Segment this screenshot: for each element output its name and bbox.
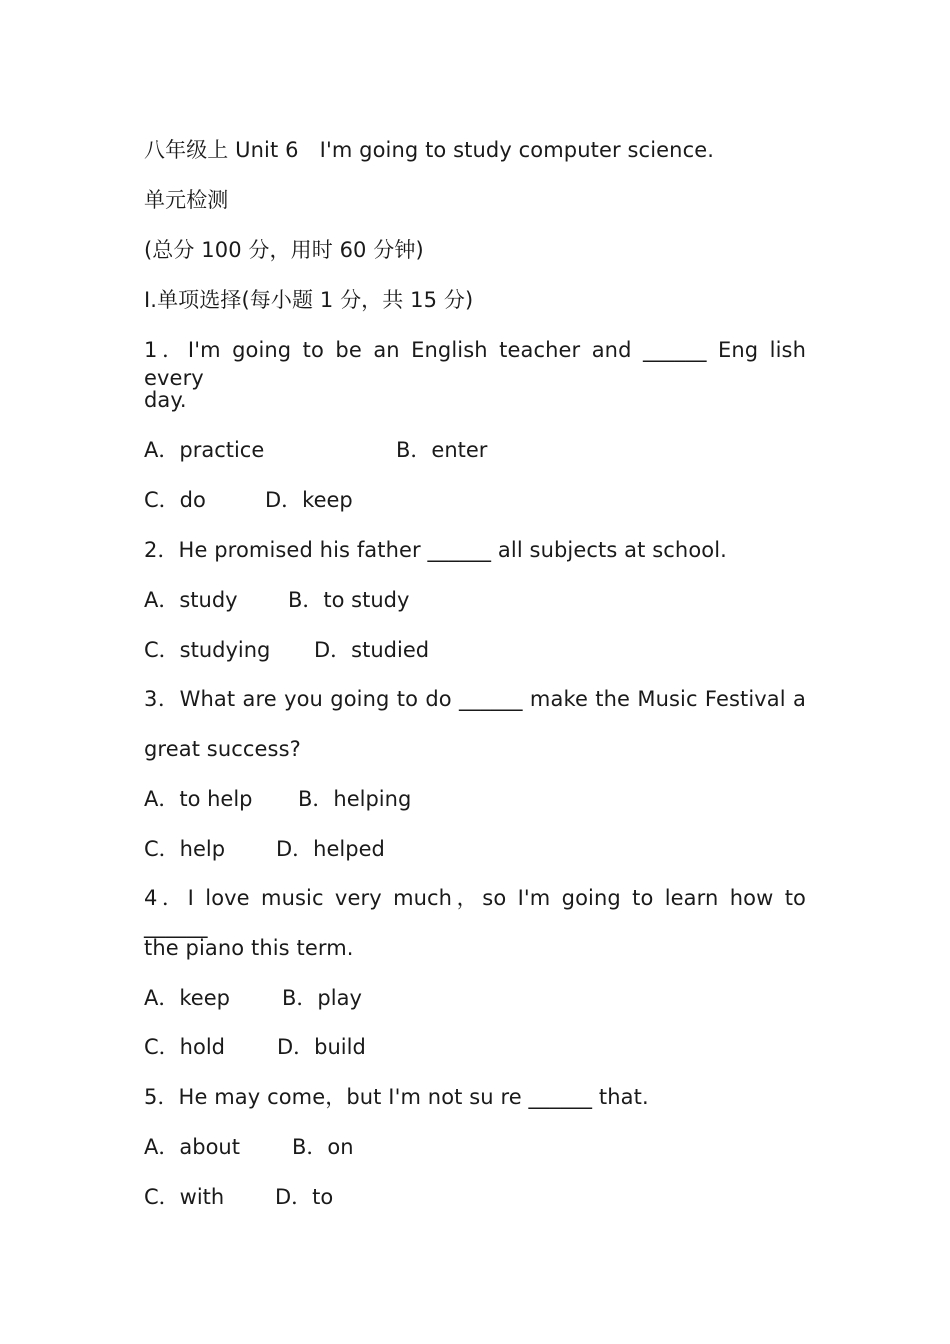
- question-1-option-a: A．practice: [144, 438, 265, 462]
- question-5-text: 5．He may come，but I'm not su re ______ that.: [144, 1085, 649, 1109]
- question-5-option-d: D．to: [275, 1185, 334, 1209]
- question-4-text: 4．I love music very much，so I'm going to learn how to ______: [144, 886, 806, 938]
- document-title: 八年级上 Unit 6 I'm going to study computer science.: [144, 138, 715, 162]
- question-3-option-c: C．help: [144, 837, 226, 861]
- question-2-option-c: C．studying: [144, 638, 271, 662]
- question-4-option-c: C．hold: [144, 1035, 225, 1059]
- question-2-text: 2．He promised his father ______ all subjects at school.: [144, 538, 727, 562]
- question-3-option-a: A．to help: [144, 787, 253, 811]
- question-2-option-d: D．studied: [314, 638, 430, 662]
- section-heading: Ⅰ.单项选择(每小题 1 分，共 15 分): [144, 288, 474, 312]
- question-1-option-d: D．keep: [265, 488, 353, 512]
- question-4-text-continued: the piano this term.: [144, 936, 354, 960]
- question-4-option-d: D．build: [277, 1035, 366, 1059]
- question-5-option-b: B．on: [292, 1135, 354, 1159]
- question-1-text-continued: day.: [144, 388, 187, 412]
- question-4-option-a: A．keep: [144, 986, 230, 1010]
- score-time-info: (总分 100 分，用时 60 分钟): [144, 238, 424, 262]
- question-3-option-d: D．helped: [276, 837, 385, 861]
- question-1-option-c: C．do: [144, 488, 206, 512]
- question-3-option-b: B．helping: [298, 787, 412, 811]
- document-subtitle: 单元检测: [144, 188, 229, 212]
- question-3-text: 3．What are you going to do ______ make the Music Festival a: [144, 687, 806, 711]
- question-2-option-a: A．study: [144, 588, 238, 612]
- question-5-option-c: C．with: [144, 1185, 225, 1209]
- question-1-option-b: B．enter: [396, 438, 488, 462]
- question-5-option-a: A．about: [144, 1135, 240, 1159]
- question-4-option-b: B．play: [282, 986, 362, 1010]
- question-3-text-continued: great success?: [144, 737, 301, 761]
- question-1-text: 1．I'm going to be an English teacher and ______ Eng lish every: [144, 338, 806, 390]
- question-2-option-b: B．to study: [288, 588, 410, 612]
